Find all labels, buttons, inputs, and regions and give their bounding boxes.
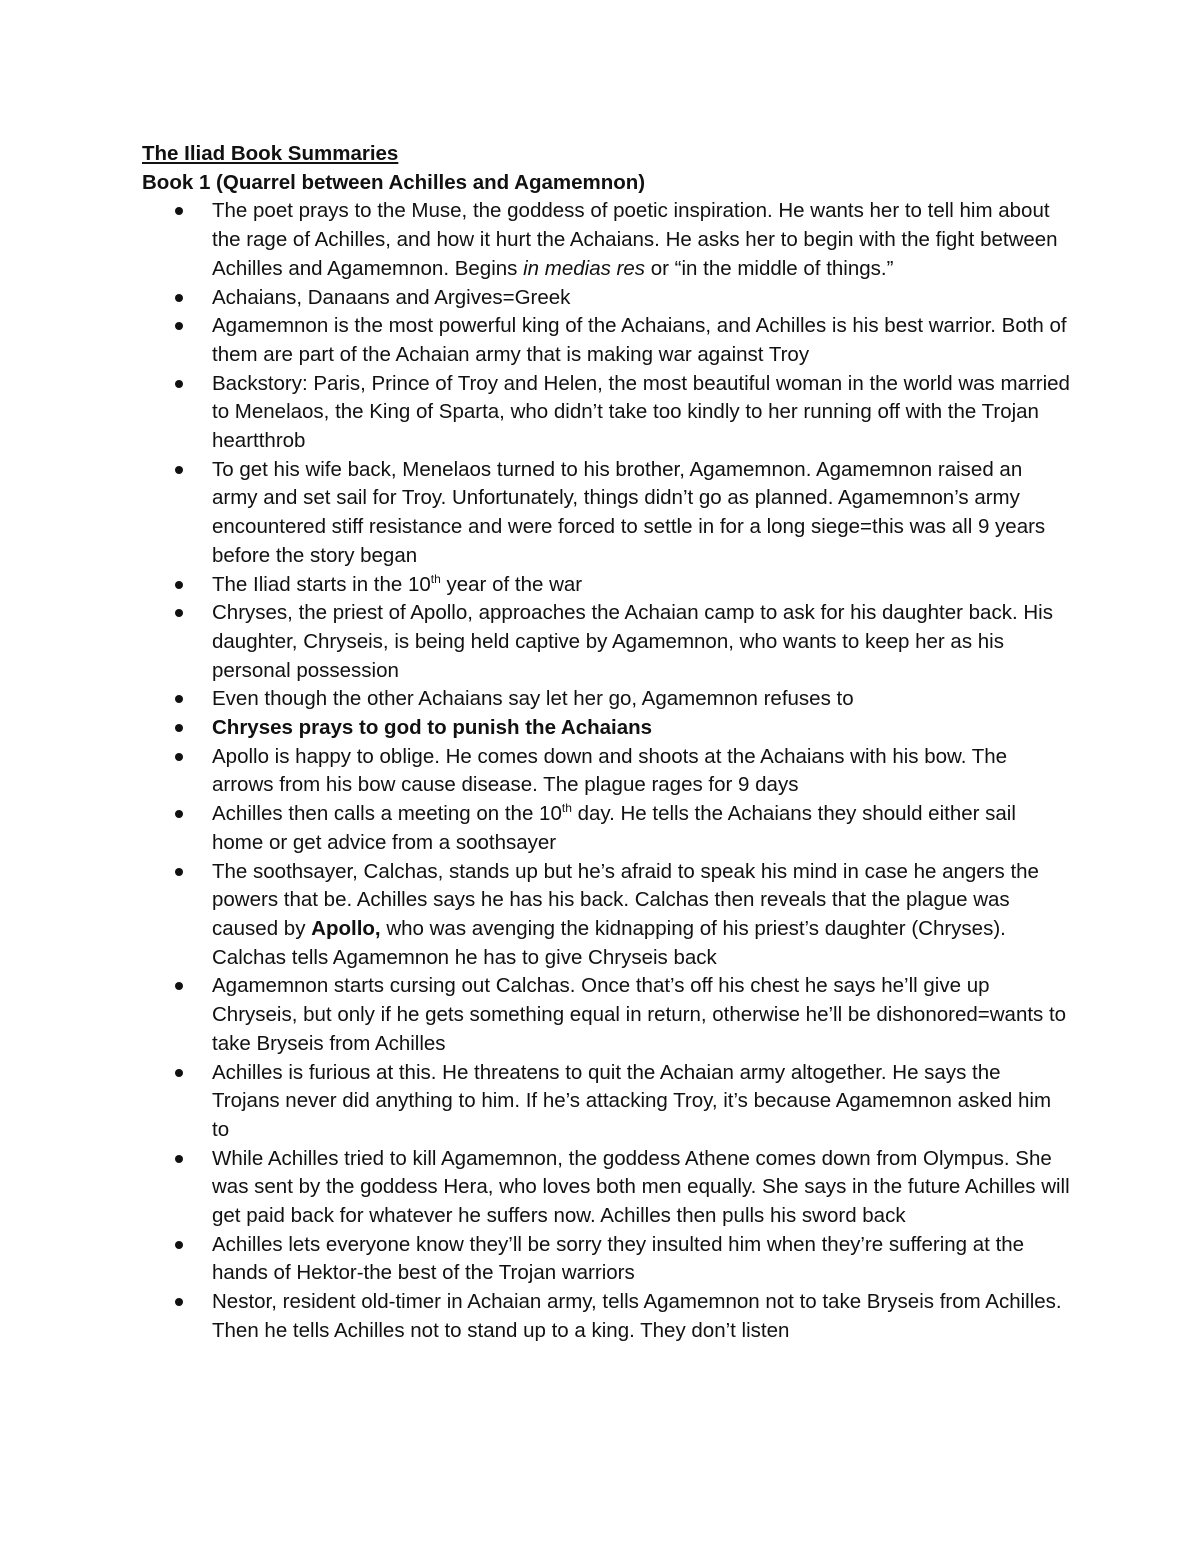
list-item-text: who was avenging the kidnapping of his priest’s daughter (Chryses). Calchas tells Agamemnon he has to give Chryseis back [212,916,1006,969]
list-item-text: While Achilles tried to kill Agamemnon, the goddess Athene comes down from Olympus. She was sent by the goddess Hera, who loves both men equally. She says in the future Achilles will get paid back for whatever he suffers now. Achilles then pulls his sword back [212,1146,1070,1228]
list-item-text: or “in the middle of things.” [645,256,894,280]
list-item-text: Backstory: Paris, Prince of Troy and Helen, the most beautiful woman in the world was married to Menelaos, the King of Sparta, who didn’t take too kindly to her running off with the Trojan heartthrob [212,371,1070,453]
bullet-icon [175,609,183,617]
bullet-icon [175,724,183,732]
bullet-icon [175,1069,183,1077]
bullet-icon [175,1155,183,1163]
list-item-text: The Iliad starts in the 10 [212,572,431,596]
bullet-icon [175,1298,183,1306]
list-item [142,714,1072,743]
ordinal-superscript: th [561,801,572,816]
list-item-text: To get his wife back, Menelaos turned to his brother, Agamemnon. Agamemnon raised an army and set sail for Troy. Unfortunately, things didn’t go as planned. Agamemnon’s army encountered stiff resistance and were forced to settle in for a long siege=this was all 9 years before the story began [212,457,1046,567]
list-item-text: year of the war [440,572,583,596]
list-item [142,858,1072,973]
list-item [142,972,1072,1058]
document-title: The Iliad Book Summaries [142,142,399,165]
list-item [142,197,1072,283]
list-item [142,284,1072,313]
bullet-icon [175,810,183,818]
bullet-icon [175,380,183,388]
bullet-icon [175,207,183,215]
list-item-text: Achilles then calls a meeting on the 10 [212,802,562,826]
bullet-icon [175,753,183,761]
bullet-icon [175,868,183,876]
list-item-text: The poet prays to the Muse, the goddess of poetic inspiration. He wants her to tell him about the rage of Achilles, and how it hurt the Achaians. He asks her to begin with the fight between Achilles and Agamemnon. Begins [212,199,1058,280]
list-item-text: Achilles lets everyone know they’ll be sorry they insulted him when they’re suffering at the hands of Hektor-the best of the Trojan warriors [212,1232,1025,1285]
list-item [142,1288,1072,1345]
bullet-icon [175,294,183,302]
bullet-icon [175,982,183,990]
document-page [142,140,1072,1346]
list-item [142,456,1072,571]
summary-bullet-list [142,197,1072,1345]
list-item-text: Apollo is happy to oblige. He comes down and shoots at the Achaians with his bow. The arrows from his bow cause disease. The plague rages for 9 days [212,744,1008,797]
list-item-bold-text: Apollo, [311,916,381,940]
list-item-text: day. He tells the Achaians they should either sail home or get advice from a soothsayer [212,802,1016,854]
list-item [142,1231,1072,1288]
list-item-text: Agamemnon starts cursing out Calchas. Once that’s off his chest he says he’ll give up Chryseis, but only if he gets something equal in return, otherwise he’ll be dishonored=wants to take Bryseis from Achilles [212,974,1067,1055]
list-item-text: The soothsayer, Calchas, stands up but he’s afraid to speak his mind in case he angers the powers that be. Achilles says he has his back. Calchas then reveals that the plague was caused by [212,859,1039,940]
list-item-text: Nestor, resident old-timer in Achaian army, tells Agamemnon not to take Bryseis from Achilles. Then he tells Achilles not to stand up to a king. They don’t listen [212,1290,1062,1342]
list-item-text: Agamemnon is the most powerful king of the Achaians, and Achilles is his best warrior. Both of them are part of the Achaian army that is making war against Troy [212,314,1067,366]
list-item [142,800,1072,857]
bullet-icon [175,1241,183,1249]
list-item [142,571,1072,600]
list-item [142,312,1072,369]
list-item [142,1145,1072,1231]
list-item [142,599,1072,685]
list-item-bold-text: Chryses prays to god to punish the Achaians [212,716,653,740]
list-item [142,685,1072,714]
list-item-text: Even though the other Achaians say let her go, Agamemnon refuses to [212,687,854,711]
bullet-icon [175,581,183,589]
bullet-icon [175,695,183,703]
list-item [142,743,1072,800]
bullet-icon [175,322,183,330]
book-heading: Book 1 (Quarrel between Achilles and Agamemnon) [142,170,646,194]
list-item-text: Achilles is furious at this. He threatens to quit the Achaian army altogether. He says the Trojans never did anything to him. If he’s attacking Troy, it’s because Agamemnon asked him to [212,1060,1052,1141]
list-item [142,1059,1072,1145]
ordinal-superscript: th [430,571,441,586]
list-item-text: Chryses, the priest of Apollo, approaches the Achaian camp to ask for his daughter back. His daughter, Chryseis, is being held captive by Agamemnon, who wants to keep her as his personal possession [212,601,1053,682]
list-item-text: Achaians, Danaans and Argives=Greek [212,285,571,309]
bullet-icon [175,466,183,474]
list-item [142,370,1072,456]
list-item-italic-text: in medias res [523,256,646,280]
